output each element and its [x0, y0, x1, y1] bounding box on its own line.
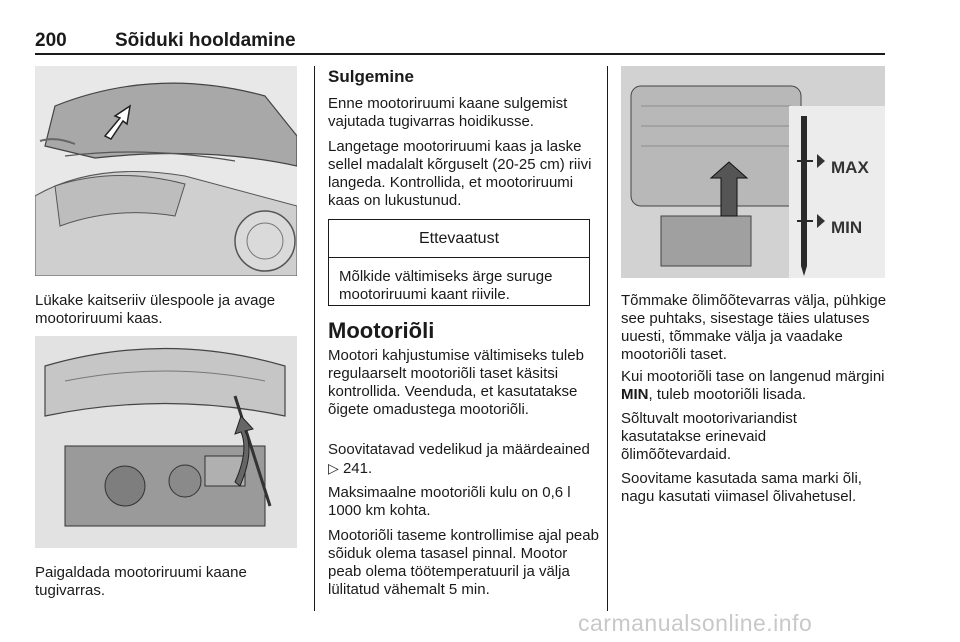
figure-support-rod: [35, 336, 297, 548]
paragraph-oil-3: Maksimaalne mootoriõli kulu on 0,6 l 1000 km kohta.: [328, 484, 571, 519]
column-divider-right: [607, 66, 608, 611]
caution-box: [328, 219, 590, 306]
column-divider-left: [314, 66, 315, 611]
page-header: [35, 24, 885, 54]
min-mark: MIN: [621, 386, 649, 403]
chapter-title: Sõiduki hooldamine: [115, 30, 296, 51]
dipstick-min-label: MIN: [831, 218, 863, 237]
caution-title: Ettevaatust: [329, 220, 589, 258]
fluids-reference-text: Soovitatavad vedelikud ja määrdeained: [328, 441, 590, 458]
page-reference-icon: ▷: [328, 460, 339, 476]
caption-hood-latch: Lükake kaitseriiv ülespoole ja avage mootoriruumi kaas.: [35, 292, 276, 327]
caption-support-rod: Paigaldada mootoriruumi kaane tugivarras.: [35, 564, 247, 599]
paragraph-dipstick-4: Soovitame kasutada sama marki õli, nagu kasutati viimasel õlivahetusel.: [621, 470, 862, 505]
figure-hood-latch: [35, 66, 297, 276]
paragraph-dipstick-2: Kui mootoriõli tase on langenud märgini MIN, tuleb mootoriõli lisada.: [621, 368, 885, 403]
paragraph-closing-2: Langetage mootoriruumi kaas ja laske sellel madalalt kõrguselt (20-25 cm) riivi langeda. Kontrollida, et mootoriruumi kaas on lukustunud.: [328, 138, 592, 209]
paragraph-dipstick-1: Tõmmake õlimõõtevarras välja, pühkige see puhtaks, sisestage täies ulatuses uuesti, tõmmake välja ja vaadake mootoriõli taset.: [621, 292, 887, 363]
caution-text: Mõlkide vältimiseks ärge suruge mootoriruumi kaant riivile.: [339, 268, 553, 303]
paragraph-closing-1: Enne mootoriruumi kaane sulgemist vajutada tugivarras hoidikusse.: [328, 95, 568, 130]
paragraph-oil-2: [328, 441, 590, 478]
heading-closing: Sulgemine: [328, 67, 414, 86]
heading-engine-oil: Mootoriõli: [328, 318, 435, 343]
page-number: 200: [35, 30, 67, 51]
fluids-reference-page[interactable]: 241.: [342, 460, 373, 477]
paragraph-dipstick-3: Sõltuvalt mootorivariandist kasutatakse erinevaid õlimõõtevardaid.: [621, 410, 797, 463]
paragraph-oil-1: Mootori kahjustumise vältimiseks tuleb regulaarselt mootoriõli taset käsitsi kontrollida. Veenduda, et kasutatakse õigete omadustega mootoriõli.: [328, 347, 584, 418]
header-rule: [35, 53, 885, 55]
paragraph-oil-4: Mootoriõli taseme kontrollimise ajal peab sõiduk olema tasasel pinnal. Mootor peab olema töötemperatuuril ja välja lülitatud vähemalt 5 min.: [328, 527, 599, 598]
watermark: carmanualsonline.info: [578, 610, 813, 636]
figure-dipstick: [621, 66, 885, 278]
dipstick-max-label: MAX: [831, 158, 869, 177]
